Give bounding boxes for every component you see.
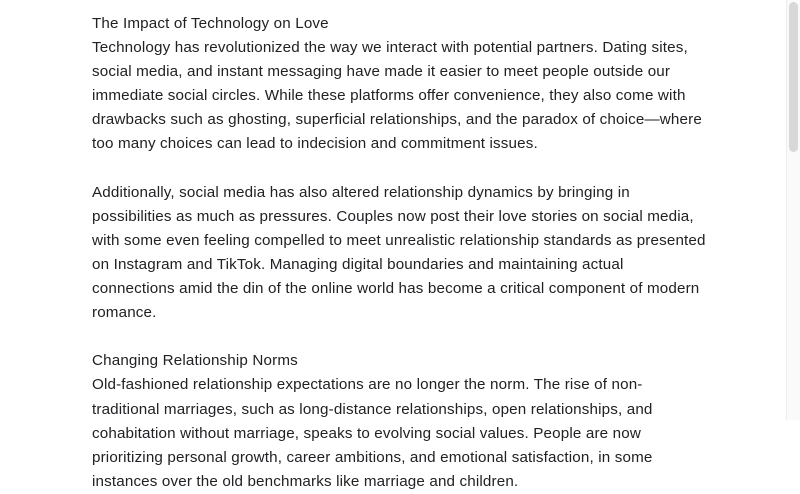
paragraph-spacer [92, 325, 710, 349]
section-heading-technology-love: The Impact of Technology on Love [92, 15, 329, 32]
paragraph-social-media-dynamics: Additionally, social media has also altered relationship dynamics by bringing in possibilities as much as pressures. Couples now post their love stories on social media, with some even feeling compelled to meet unrealistic relationship standards as presented on Instagram and TikTok. Managing digital boundaries and maintaining actual connections amid the din of the online world has become a critical component of modern romance. [92, 183, 706, 322]
paragraph-technology-impact: Technology has revolutionized the way we interact with potential partners. Dating sites, social media, and instant messaging have made it easier to meet people outside our immediate social circles. While these platforms offer convenience, they also come with drawbacks such as ghosting, superficial relationships, and the paradox of choice—where too many choices can lead to indecision and commitment issues. [92, 39, 702, 153]
paragraph-spacer [92, 157, 710, 181]
paragraph-relationship-norms: Old-fashioned relationship expectations are no longer the norm. The rise of non-traditional marriages, such as long-distance relationships, open relationships, and cohabitation without marriage, speaks to evolving social values. People are now prioritizing personal growth, career ambitions, and emotional satisfaction, in some instances over the old benchmarks like marriage and children. [92, 376, 653, 490]
vertical-scrollbar[interactable] [786, 0, 800, 420]
document-body [92, 12, 710, 494]
section-heading-changing-norms: Changing Relationship Norms [92, 352, 298, 370]
scrollbar-thumb[interactable] [789, 2, 798, 152]
